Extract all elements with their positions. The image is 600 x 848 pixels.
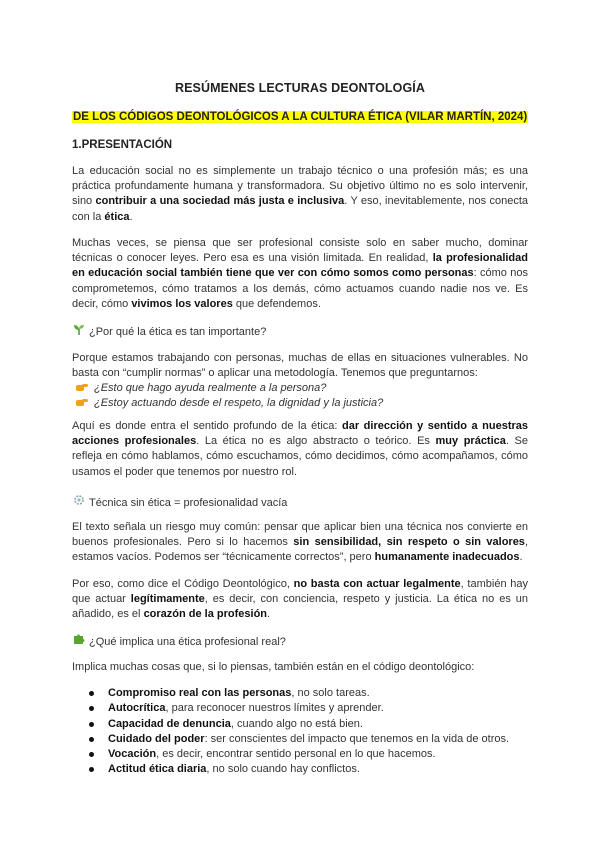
list-item: Actitud ética diaria, no solo cuando hay conflictos. <box>86 762 509 777</box>
question-heading-implica: ¿Qué implica una ética profesional real? <box>72 633 286 650</box>
paragraph-implica: Implica muchas cosas que, si lo piensas, también están en el código deontológico: <box>72 661 475 673</box>
gear-icon <box>72 494 86 511</box>
puzzle-icon <box>72 633 86 650</box>
list-item: ¿Estoy actuando desde el respeto, la dignidad y la justicia? <box>76 396 383 411</box>
paragraph-vulnerables: Porque estamos trabajando con personas, muchas de ellas en situaciones vulnerables. No basta con “cumplir normas” o aplicar una metodología. Tenemos que preguntarnos: <box>72 352 528 380</box>
paragraph-codigo: Por eso, como dice el Código Deontológico, no basta con actuar legalmente, también hay que actuar legítimamente, es decir, con conciencia, respeto y justicia. La ética no es un añadido, es el corazón de la profesión. <box>72 578 529 621</box>
question-heading-etica: ¿Por qué la ética es tan importante? <box>72 324 266 340</box>
paragraph-sentido: Aquí es donde entra el sentido profundo de la ética: dar dirección y sentido a nuestras acciones profesionales. La ética no es algo abstracto o teórico. Es muy práctica. Se refleja en cómo hablamos, cómo escuchamos, cómo decidimos, cómo acompañamos, cómo usamos el poder que tenemos por nuestro rol. <box>72 420 529 478</box>
list-item: Autocrítica, para reconocer nuestros límites y aprender. <box>86 701 509 716</box>
list-item: Capacidad de denuncia, cuando algo no está bien. <box>86 717 509 732</box>
section-heading: 1.PRESENTACIÓN <box>72 139 173 151</box>
seedling-icon <box>72 324 86 340</box>
question-list <box>76 381 383 411</box>
paragraph-intro: La educación social no es simplemente un trabajo técnico o una profesión más; es una práctica profundamente humana y transformadora. Su objetivo último no es solo intervenir, sino contribuir a una sociedad más justa e inclusiva. Y eso, inevitablemente, nos conecta con la ética. <box>72 165 529 223</box>
document-title: RESÚMENES LECTURAS DEONTOLOGÍA <box>174 81 425 95</box>
list-item: Vocación, es decir, encontrar sentido personal en lo que hacemos. <box>86 747 509 762</box>
pointing-hand-icon <box>76 383 88 392</box>
document-subtitle: DE LOS CÓDIGOS DEONTOLÓGICOS A LA CULTURA ÉTICA (VILAR MARTÍN, 2024) <box>73 111 528 123</box>
list-item: ¿Esto que hago ayuda realmente a la persona? <box>76 381 383 396</box>
paragraph-riesgo: El texto señala un riesgo muy común: pensar que aplicar bien una técnica nos convierte en buenos profesionales. Pero si lo hacemos sin sensibilidad, sin respeto o sin valores, estamos vacíos. Podemos ser “técnicamente correctos”, pero humanamente inadecuados. <box>72 521 528 564</box>
bullet-list <box>86 686 509 778</box>
paragraph-profesionalidad: Muchas veces, se piensa que ser profesional consiste solo en saber mucho, dominar técnicas o conocer leyes. Pero esa es una visión limitada. En realidad, la profesionalidad en educación social también tiene que ver con cómo somos como personas: cómo nos comprometemos, cómo tratamos a los demás, cómo actuamos cuando nadie nos ve. Es decir, cómo vivimos los valores que defendemos. <box>72 237 528 310</box>
list-item: Compromiso real con las personas, no solo tareas. <box>86 686 509 701</box>
question-heading-tecnica: Técnica sin ética = profesionalidad vacía <box>72 494 287 511</box>
pointing-hand-icon <box>76 398 88 407</box>
list-item: Cuidado del poder: ser conscientes del impacto que tenemos en la vida de otros. <box>86 732 509 747</box>
